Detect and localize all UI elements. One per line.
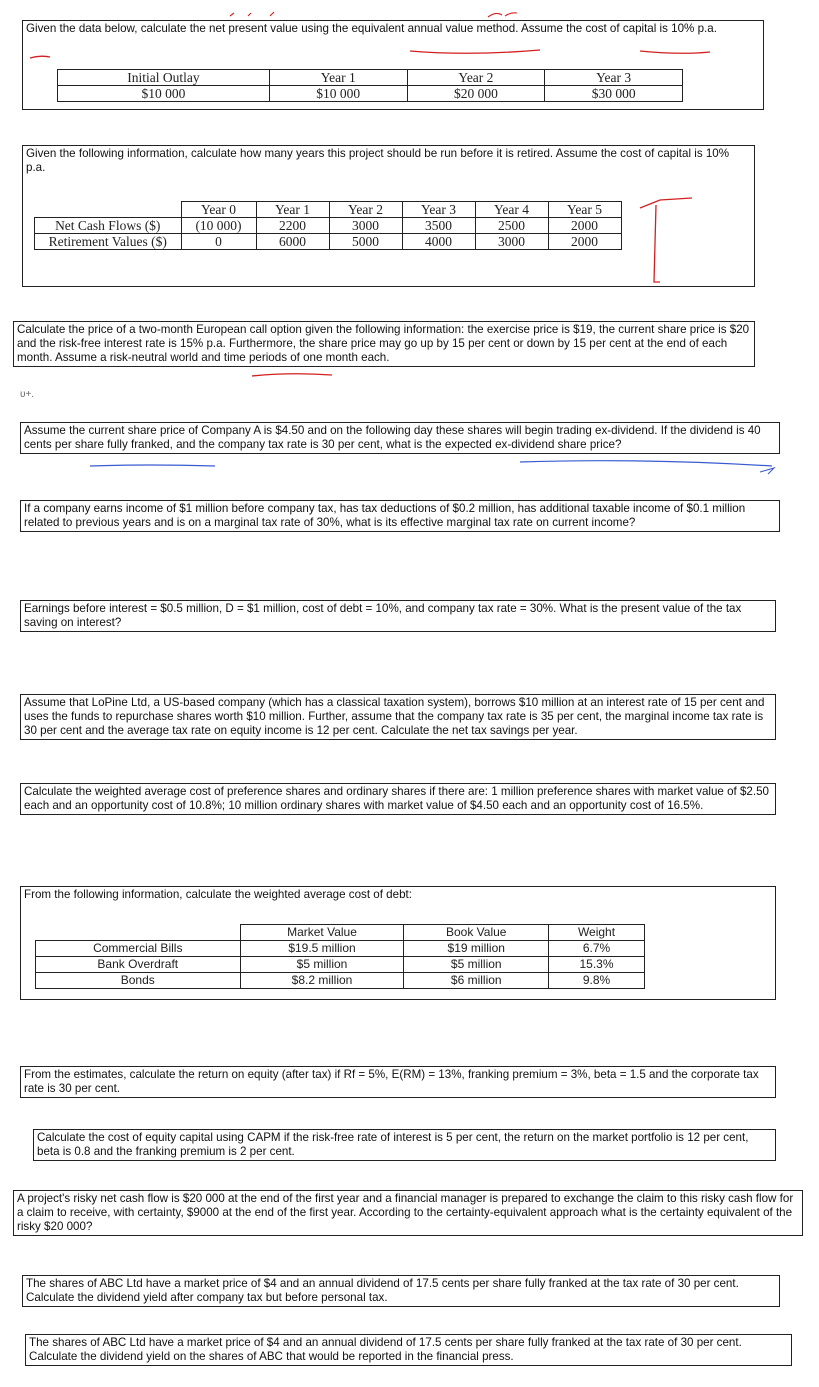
question-8-text: Calculate the weighted average cost of preference shares and ordinary shares if there are: 1 million preference shares with market value of $2.50 each and an opportunity cost of 10.8%; 10 million ordinary shares with market value of $4.50 each and an opportunity cost of 16.5%. bbox=[20, 783, 776, 815]
q2-header: Year 4 bbox=[475, 202, 548, 218]
q9-cell: $5 million bbox=[404, 957, 549, 973]
q2-header: Year 5 bbox=[548, 202, 621, 218]
q1-header: Year 3 bbox=[545, 70, 683, 86]
q9-header: Weight bbox=[549, 925, 645, 941]
q9-cell: 9.8% bbox=[549, 973, 645, 989]
q1-value: $10 000 bbox=[58, 86, 270, 102]
q9-row-label: Bonds bbox=[36, 973, 241, 989]
q2-cell: 3500 bbox=[402, 218, 475, 234]
q2-cell: 6000 bbox=[256, 234, 329, 250]
q2-cell: 2200 bbox=[256, 218, 329, 234]
q2-header: Year 2 bbox=[329, 202, 402, 218]
q2-cell: 4000 bbox=[402, 234, 475, 250]
q2-header: Year 3 bbox=[402, 202, 475, 218]
question-3-text: Calculate the price of a two-month European call option given the following information: the exercise price is $19, the current share price is $20 and the risk-free interest rate is 15% p.a. Furthermore, the share price may go up by 15 per cent or down by 15 per cent at the end of each month. Assume a risk-neutral world and time periods of one month each. bbox=[13, 321, 755, 367]
q2-header: Year 0 bbox=[181, 202, 256, 218]
q9-row-label: Bank Overdraft bbox=[36, 957, 241, 973]
q2-cell: 0 bbox=[181, 234, 256, 250]
question-7-text: Assume that LoPine Ltd, a US-based company (which has a classical taxation system), borrows $10 million at an interest rate of 15 per cent and uses the funds to repurchase shares worth $10 million. Further, assume that the company tax rate is 35 per cent, the marginal income tax rate is 30 per cent and the average tax rate on equity income is 12 per cent. Calculate the net tax savings per year. bbox=[20, 694, 776, 740]
q1-header: Year 1 bbox=[269, 70, 407, 86]
question-6-text: Earnings before interest = $0.5 million, D = $1 million, cost of debt = 10%, and company tax rate = 30%. What is the present value of the tax saving on interest? bbox=[20, 600, 776, 632]
q9-header: Market Value bbox=[240, 925, 404, 941]
ink-underline-q4 bbox=[520, 461, 772, 466]
question-9-text: From the following information, calculate the weighted average cost of debt: bbox=[24, 888, 412, 901]
q9-cell: $19 million bbox=[404, 941, 549, 957]
question-5-text: If a company earns income of $1 million before company tax, has tax deductions of $0.2 million, has additional taxable income of $0.1 million related to previous years and is on a marginal tax rate of 30%, what is its effective marginal tax rate on current income? bbox=[20, 500, 780, 532]
ink-underline-q4 bbox=[90, 465, 215, 466]
q2-row-label: Net Cash Flows ($) bbox=[35, 218, 182, 234]
q1-value: $10 000 bbox=[269, 86, 407, 102]
q1-header: Initial Outlay bbox=[58, 70, 270, 86]
q2-cell: 2000 bbox=[548, 218, 621, 234]
question-1-text: Given the data below, calculate the net present value using the equivalent annual value method. Assume the cost of capital is 10% p.a. bbox=[26, 22, 717, 35]
ink-tick-q1 bbox=[230, 12, 517, 17]
q9-cell: 6.7% bbox=[549, 941, 645, 957]
q9-cell: $5 million bbox=[240, 957, 404, 973]
question-10-text: From the estimates, calculate the return on equity (after tax) if Rf = 5%, E(RM) = 13%, franking premium = 3%, beta = 1.5 and the corporate tax rate is 30 per cent. bbox=[20, 1066, 776, 1098]
ink-bracket-q2 bbox=[640, 198, 692, 282]
q9-cell: $6 million bbox=[404, 973, 549, 989]
q9-row-label: Commercial Bills bbox=[36, 941, 241, 957]
q2-cell: 5000 bbox=[329, 234, 402, 250]
ink-underline-q1 bbox=[640, 51, 710, 53]
question-14-text: The shares of ABC Ltd have a market price of $4 and an annual dividend of 17.5 cents per share fully franked at the tax rate of 30 per cent. Calculate the dividend yield on the shares of ABC that would be reported in the financial press. bbox=[25, 1334, 792, 1366]
question-12-text: A project's risky net cash flow is $20 000 at the end of the first year and a financial manager is prepared to exchange the claim to this risky cash flow for a claim to receive, with certainty, $9000 at the end of the first year. According to the certainty-equivalent approach what is the certainty equivalent of the risky $20 000? bbox=[13, 1190, 803, 1236]
q9-cell: $19.5 million bbox=[240, 941, 404, 957]
ink-underline-q3 bbox=[252, 374, 332, 376]
q2-cell: 3000 bbox=[329, 218, 402, 234]
stray-mark: ᴜ+. bbox=[20, 389, 35, 400]
q2-cell: 2500 bbox=[475, 218, 548, 234]
q2-header: Year 1 bbox=[256, 202, 329, 218]
ink-underline-q1 bbox=[30, 56, 50, 58]
ink-tick-q4 bbox=[760, 468, 774, 474]
ink-underline-q1 bbox=[410, 50, 540, 53]
q9-cell: 15.3% bbox=[549, 957, 645, 973]
q9-header: Book Value bbox=[404, 925, 549, 941]
q1-header: Year 2 bbox=[407, 70, 545, 86]
q9-cell: $8.2 million bbox=[240, 973, 404, 989]
q2-cell: 2000 bbox=[548, 234, 621, 250]
question-4-text: Assume the current share price of Company A is $4.50 and on the following day these shares will begin trading ex-dividend. If the dividend is 40 cents per share fully franked, and the company tax rate is 30 per cent, what is the expected ex-dividend share price? bbox=[20, 422, 780, 454]
q2-cell: 3000 bbox=[475, 234, 548, 250]
question-11-text: Calculate the cost of equity capital using CAPM if the risk-free rate of interest is 5 per cent, the return on the market portfolio is 12 per cent, beta is 0.8 and the franking premium is 2 per cent. bbox=[33, 1129, 776, 1161]
question-2-text: Given the following information, calculate how many years this project should be run before it is retired. Assume the cost of capital is 10% p.a. bbox=[26, 147, 730, 174]
question-13-text: The shares of ABC Ltd have a market price of $4 and an annual dividend of 17.5 cents per share fully franked at the tax rate of 30 per cent. Calculate the dividend yield after company tax but before personal tax. bbox=[22, 1275, 780, 1307]
q2-row-label: Retirement Values ($) bbox=[35, 234, 182, 250]
q1-value: $20 000 bbox=[407, 86, 545, 102]
q1-value: $30 000 bbox=[545, 86, 683, 102]
q2-cell: (10 000) bbox=[181, 218, 256, 234]
